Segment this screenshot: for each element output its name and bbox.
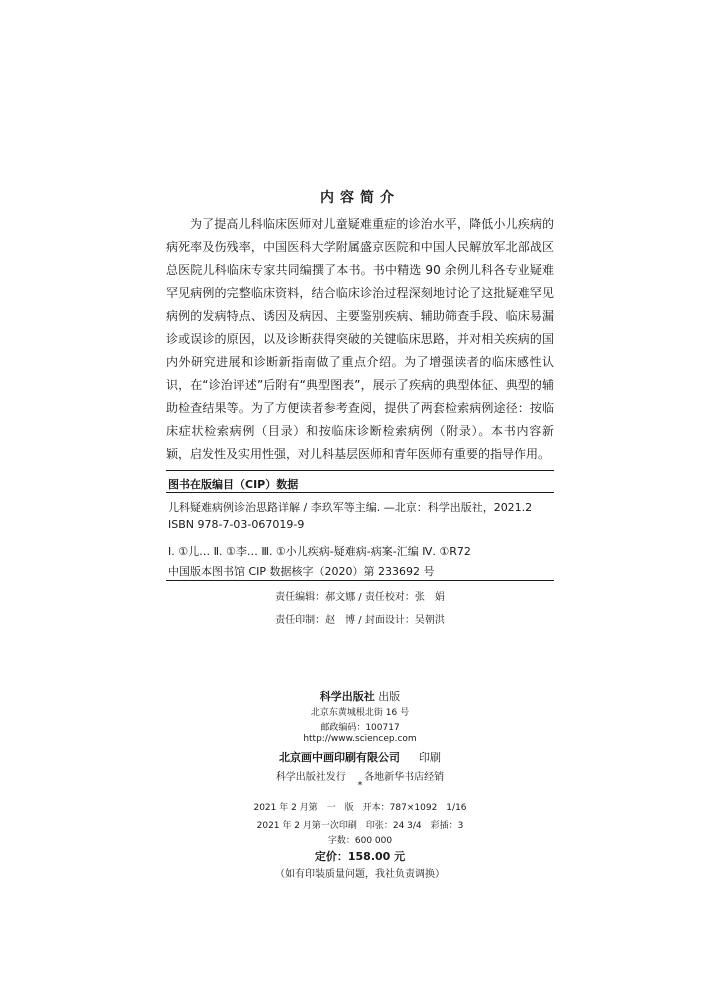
cip-heading-rule <box>166 492 554 493</box>
distribution-left: 科学出版社发行 <box>275 772 346 783</box>
printer-role: 印刷 <box>419 751 441 764</box>
cip-classification: Ⅰ. ①儿… Ⅱ. ①李… Ⅲ. ①小儿疾病-疑难病-病案-汇编 Ⅳ. ①R72 <box>168 545 471 558</box>
separator-star: * <box>357 780 363 791</box>
distribution-right: 各地新华书店经销 <box>364 772 445 783</box>
cip-isbn: ISBN 978-7-03-067019-9 <box>168 518 305 531</box>
publisher-name: 科学出版社 <box>319 690 375 703</box>
summary-title: 内容简介 <box>320 190 400 206</box>
publisher-line <box>0 688 720 704</box>
cip-heading: 图书在版编目（CIP）数据 <box>168 478 299 491</box>
publisher-website: http://www.sciencep.com <box>303 734 417 744</box>
staff-editors: 责任编辑：郝文娜 / 责任校对：张 娟 <box>275 592 445 603</box>
cip-top-rule <box>166 470 554 471</box>
publisher-address: 北京东黄城根北街 16 号 <box>310 708 410 718</box>
cip-title-line: 儿科疑难病例诊治思路详解 / 李玖军等主编. —北京：科学出版社，2021.2 <box>168 501 533 514</box>
price: 定价：158.00 元 <box>314 850 406 863</box>
cip-bottom-rule <box>166 580 554 581</box>
publisher-role: 出版 <box>378 690 401 703</box>
edition-line-1: 2021 年 2 月第 一 版 开本：787×1092 1/16 <box>253 803 467 813</box>
printer-line <box>0 749 720 765</box>
staff-production: 责任印制：赵 博 / 封面设计：吴朝洪 <box>275 615 445 626</box>
cip-number: 中国版本图书馆 CIP 数据核字（2020）第 233692 号 <box>168 565 435 578</box>
quality-notice: （如有印装质量问题，我社负责调换） <box>275 869 445 880</box>
summary-body <box>166 213 554 466</box>
printer-name: 北京画中画印刷有限公司 <box>279 751 400 764</box>
summary-paragraph: 为了提高儿科临床医师对儿童疑难重症的诊治水平，降低小儿疾病的病死率及伤残率，中国医科大学附属盛京医院和中国人民解放军北部战区总医院儿科临床专家共同编撰了本书。书中精选 90 余例儿科各专业疑难罕见病例的完整临床资料，结合临床诊治过程深刻地讨论了这批疑难罕见病例的发病特点、诱因及病因、主要鉴别疾病、辅助筛查手段、临床易漏诊或误诊的原因，以及诊断获得突破的关键临床思路，并对相关疾病的国内外研究进展和诊断新指南做了重点介绍。为了增强读者的临床感性认识，在“诊治评述”后附有“典型图表”，展示了疾病的典型体征、典型的辅助检查结果等。为了方便读者参考查阅，提供了两套检索病例途径：按临床症状检索病例（目录）和按临床诊断检索病例（附录）。本书内容新颖，启发性及实用性强，对儿科基层医师和青年医师有重要的指导作用。 <box>166 217 554 461</box>
publisher-postcode: 邮政编码：100717 <box>320 723 400 733</box>
word-count: 字数：600 000 <box>327 836 393 846</box>
edition-line-2: 2021 年 2 月第一次印刷 印张：24 3/4 彩插：3 <box>256 821 464 831</box>
